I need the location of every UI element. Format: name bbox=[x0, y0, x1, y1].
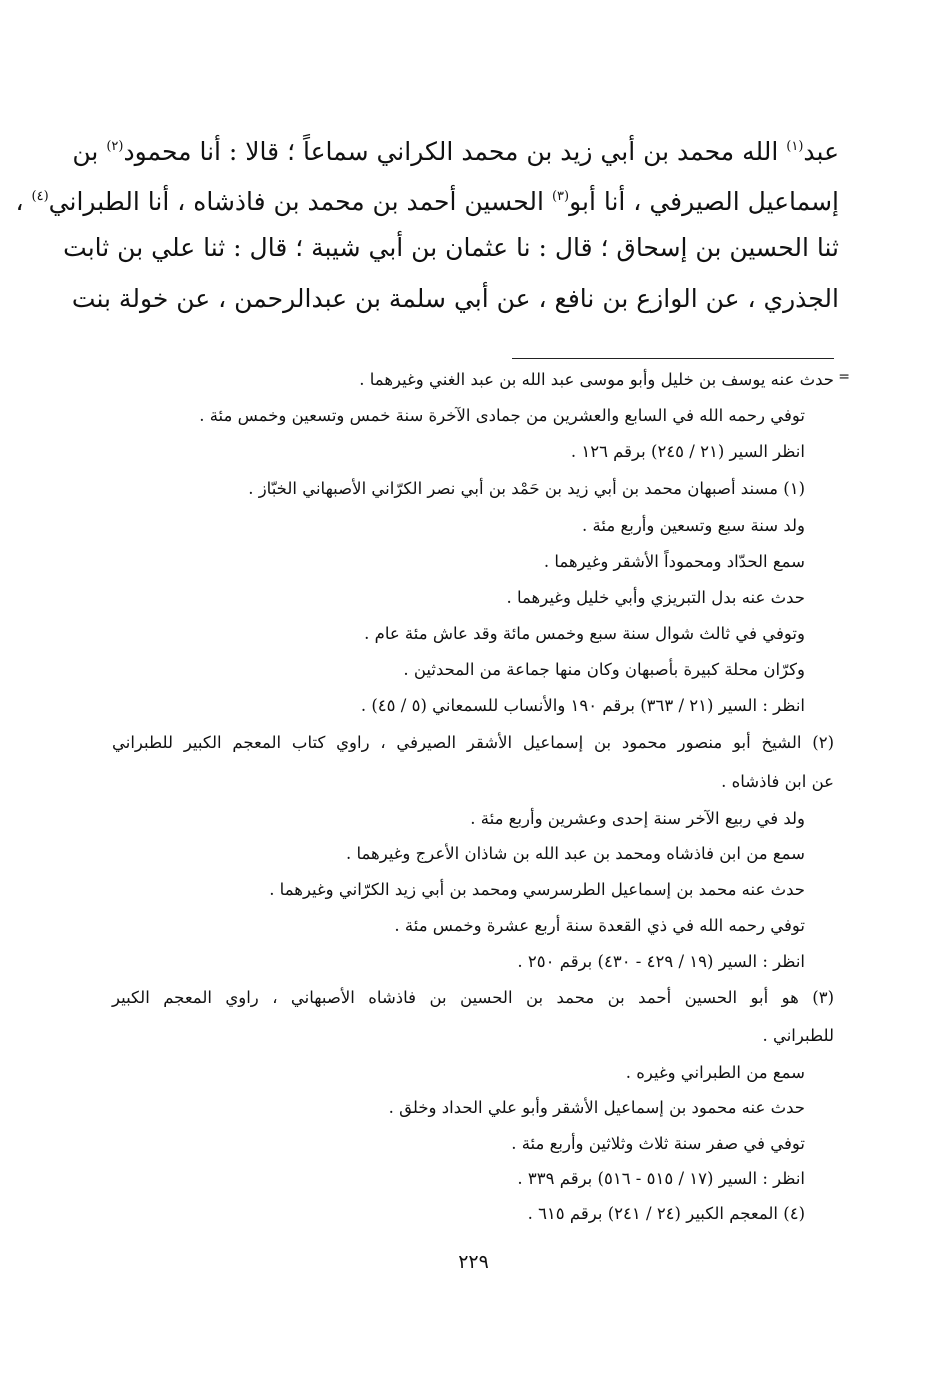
footnote-line: سمع من الطبراني وغيره . bbox=[625, 1063, 805, 1082]
footnote-reference: (٢) bbox=[106, 139, 124, 154]
footnote-divider bbox=[512, 358, 834, 359]
footnote-line: وتوفي في ثالث شوال سنة سبع وخمس مائة وقد عاش مئة عام . bbox=[364, 624, 805, 643]
page-number: ٢٢٩ bbox=[458, 1251, 489, 1273]
footnote-line: توفي في صفر سنة ثلاث وثلاثين وأربع مئة . bbox=[511, 1134, 805, 1153]
main-text-segment: بن bbox=[72, 137, 107, 166]
margin-marker: = bbox=[838, 369, 850, 385]
main-text-segment: الحسين أحمد بن محمد بن فاذشاه ، أنا الطبراني bbox=[48, 187, 552, 216]
footnote-line: (١) مسند أصبهان محمد بن أبي زيد بن حَمْد بن أبي نصر الكرّاني الأصبهاني الخبّاز . bbox=[248, 479, 805, 498]
footnote-line: انظر : السير (١٧ / ٥١٥ - ٥١٦) برقم ٣٣٩ . bbox=[517, 1169, 805, 1188]
main-text-segment: الجذري ، عن الوازع بن نافع ، عن أبي سلمة بن عبدالرحمن ، عن خولة بنت bbox=[71, 284, 839, 313]
footnote-line: حدث عنه محمود بن إسماعيل الأشقر وأبو علي الحداد وخلق . bbox=[388, 1098, 805, 1117]
main-text-line bbox=[63, 233, 839, 263]
footnote-line: انظر : السير (١٩ / ٤٢٩ - ٤٣٠) برقم ٢٥٠ . bbox=[517, 952, 805, 971]
footnote-line: انظر السير (٢١ / ٢٤٥) برقم ١٢٦ . bbox=[570, 442, 805, 461]
footnote-line: سمع من ابن فاذشاه ومحمد بن عبد الله بن شاذان الأعرج وغيرهما . bbox=[345, 844, 805, 863]
footnote-line: توفي رحمه الله في ذي القعدة سنة أربع عشرة وخمس مئة . bbox=[394, 916, 805, 935]
footnote-reference: (١) bbox=[786, 139, 804, 154]
footnote-line: توفي رحمه الله في السابع والعشرين من جمادى الآخرة سنة خمس وتسعين وخمس مئة . bbox=[199, 406, 805, 425]
footnote-line: (٣) هو أبو الحسين أحمد بن محمد بن الحسين بن فاذشاه الأصبهاني ، راوي المعجم الكبير bbox=[112, 988, 834, 1007]
main-text-line bbox=[72, 132, 839, 167]
footnote-line: وكرّان محلة كبيرة بأصبهان وكان منها جماعة من المحدثين . bbox=[403, 660, 805, 679]
footnote-reference: (٣) bbox=[551, 189, 570, 204]
main-text-segment: ، bbox=[15, 187, 32, 216]
footnote-line: ولد سنة سبع وتسعين وأربع مئة . bbox=[582, 516, 805, 535]
footnote-line: حدث عنه يوسف بن خليل وأبو موسى عبد الله بن عبد الغني وغيرهما . bbox=[359, 370, 834, 389]
main-text-segment: إسماعيل الصيرفي ، أنا أبو bbox=[569, 187, 839, 216]
main-text-line bbox=[71, 284, 839, 314]
footnote-line: (٢) الشيخ أبو منصور محمود بن إسماعيل الأشقر الصيرفي ، راوي كتاب المعجم الكبير للطبراني bbox=[112, 733, 834, 752]
footnote-line: سمع الحدّاد ومحموداً الأشقر وغيرهما . bbox=[543, 552, 805, 571]
footnote-line: للطبراني . bbox=[762, 1026, 834, 1045]
footnote-line: انظر : السير (٢١ / ٣٦٣) برقم ١٩٠ والأنساب للسمعاني (٥ / ٤٥) . bbox=[360, 696, 805, 715]
footnote-line: (٤) المعجم الكبير (٢٤ / ٢٤١) برقم ٦١٥ . bbox=[527, 1204, 805, 1223]
main-text-segment: ثنا الحسين بن إسحاق ؛ قال : نا عثمان بن أبي شيبة ؛ قال : ثنا علي بن ثابت bbox=[63, 233, 839, 262]
main-text-segment: عبد bbox=[803, 137, 839, 166]
footnote-line: ولد في ربيع الآخر سنة إحدى وعشرين وأربع مئة . bbox=[470, 809, 805, 828]
footnote-reference: (٤) bbox=[31, 189, 49, 204]
footnote-line: حدث عنه بدل التبريزي وأبي خليل وغيرهما . bbox=[506, 588, 805, 607]
footnote-line: حدث عنه محمد بن إسماعيل الطرسرسي ومحمد بن أبي زيد الكرّاني وغيرهما . bbox=[269, 880, 805, 899]
footnote-line: عن ابن فاذشاه . bbox=[721, 772, 834, 791]
main-text-line bbox=[15, 182, 839, 217]
main-text-segment: الله محمد بن أبي زيد بن محمد الكراني سماعاً ؛ قالا : أنا محمود bbox=[123, 137, 787, 166]
